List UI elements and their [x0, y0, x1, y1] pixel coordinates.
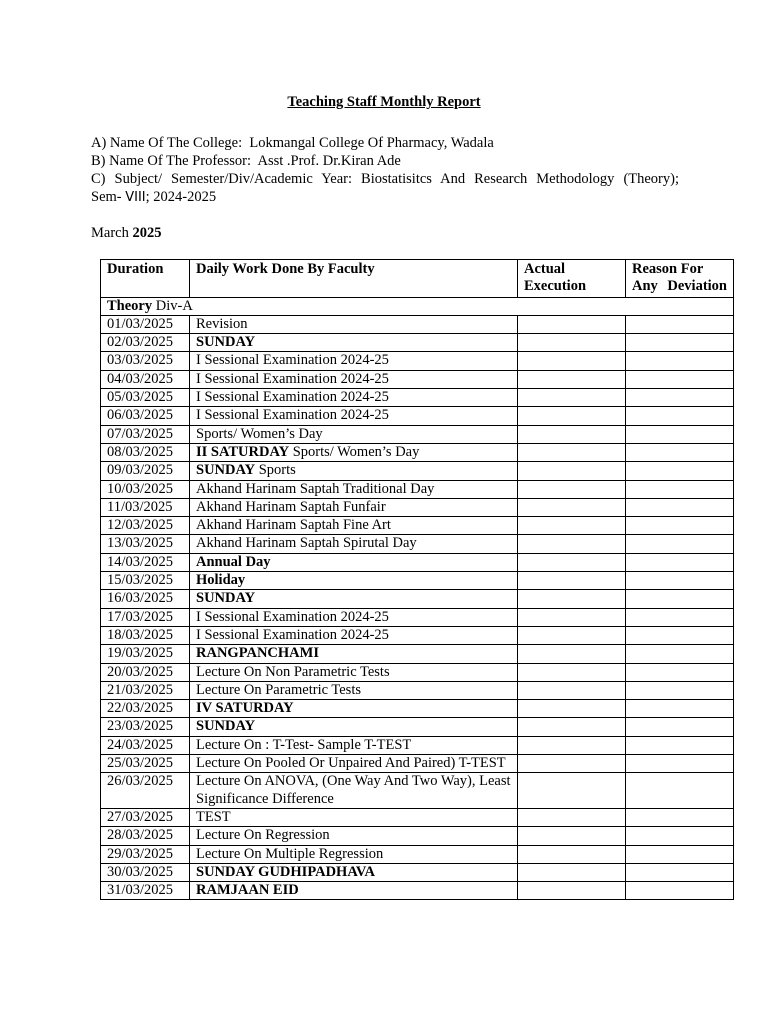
- row-work-text: Sports: [255, 462, 296, 479]
- table-row: [101, 389, 734, 407]
- row-work: [190, 663, 518, 681]
- table-row: [101, 443, 734, 461]
- row-date: 11/03/2025: [101, 498, 190, 516]
- row-date: 31/03/2025: [101, 882, 190, 900]
- header-reason: [626, 260, 734, 298]
- header-work: Daily Work Done By Faculty: [190, 260, 518, 298]
- row-execution: [518, 535, 626, 553]
- row-execution: [518, 498, 626, 516]
- row-work: [190, 498, 518, 516]
- row-execution: [518, 718, 626, 736]
- table-row: [101, 315, 734, 333]
- row-reason: [626, 808, 734, 826]
- row-work-text: Lecture On Pooled Or Unpaired And Paired) T-TEST: [196, 755, 506, 772]
- row-work-text: Akhand Harinam Saptah Traditional Day: [196, 480, 435, 497]
- row-work-text: Lecture On ANOVA, (One Way And Two Way), Least Significance Difference: [196, 773, 511, 807]
- row-execution: [518, 389, 626, 407]
- table-row: [101, 663, 734, 681]
- row-work-text: Akhand Harinam Saptah Fine Art: [196, 517, 391, 534]
- work-table: [100, 259, 734, 900]
- table-row: [101, 572, 734, 590]
- table-row: [101, 882, 734, 900]
- row-reason: [626, 736, 734, 754]
- row-execution: [518, 608, 626, 626]
- row-work: [190, 626, 518, 644]
- row-work: [190, 808, 518, 826]
- college-label: A) Name Of The College:: [91, 135, 243, 151]
- row-work: [190, 425, 518, 443]
- row-execution: [518, 590, 626, 608]
- row-work: [190, 370, 518, 388]
- row-date: 29/03/2025: [101, 845, 190, 863]
- row-date: 12/03/2025: [101, 517, 190, 535]
- row-execution: [518, 462, 626, 480]
- row-reason: [626, 608, 734, 626]
- row-execution: [518, 352, 626, 370]
- row-work-text: Sports/ Women’s Day: [196, 425, 323, 442]
- row-execution: [518, 681, 626, 699]
- row-reason: [626, 425, 734, 443]
- row-date: 22/03/2025: [101, 700, 190, 718]
- row-work: [190, 480, 518, 498]
- row-reason: [626, 863, 734, 881]
- row-work: [190, 827, 518, 845]
- row-reason: [626, 845, 734, 863]
- row-work-text: I Sessional Examination 2024-25: [196, 608, 389, 625]
- table-row: [101, 808, 734, 826]
- row-work-text: Lecture On : T-Test- Sample T-TEST: [196, 736, 412, 753]
- row-date: 01/03/2025: [101, 315, 190, 333]
- row-work-text: Lecture On Multiple Regression: [196, 845, 384, 862]
- row-reason: [626, 626, 734, 644]
- row-work-text: Lecture On Non Parametric Tests: [196, 663, 390, 680]
- row-date: 05/03/2025: [101, 389, 190, 407]
- row-date: 07/03/2025: [101, 425, 190, 443]
- row-work: [190, 863, 518, 881]
- row-date: 25/03/2025: [101, 755, 190, 773]
- row-execution: [518, 315, 626, 333]
- row-date: 19/03/2025: [101, 645, 190, 663]
- section-bold: Theory: [107, 297, 153, 314]
- row-work-text: Lecture On Parametric Tests: [196, 681, 362, 698]
- row-work: [190, 462, 518, 480]
- table-row: [101, 462, 734, 480]
- row-date: 16/03/2025: [101, 590, 190, 608]
- row-reason: [626, 315, 734, 333]
- row-reason: [626, 882, 734, 900]
- row-reason: [626, 700, 734, 718]
- row-work-text: I Sessional Examination 2024-25: [196, 389, 389, 406]
- row-work: [190, 553, 518, 571]
- professor-line: [91, 152, 679, 170]
- row-date: 23/03/2025: [101, 718, 190, 736]
- row-reason: [626, 498, 734, 516]
- row-work-bold: IV SATURDAY: [196, 700, 294, 717]
- row-work: [190, 407, 518, 425]
- row-work-bold: SUNDAY: [196, 590, 256, 607]
- row-work: [190, 315, 518, 333]
- table-row: [101, 517, 734, 535]
- row-work: [190, 645, 518, 663]
- table-row: [101, 755, 734, 773]
- row-reason: [626, 572, 734, 590]
- row-work-bold: RANGPANCHAMI: [196, 645, 319, 662]
- row-reason: [626, 334, 734, 352]
- row-work-text: I Sessional Examination 2024-25: [196, 370, 389, 387]
- row-execution: [518, 425, 626, 443]
- row-reason: [626, 389, 734, 407]
- row-work-bold: RAMJAAN EID: [196, 882, 299, 899]
- row-date: 24/03/2025: [101, 736, 190, 754]
- row-date: 13/03/2025: [101, 535, 190, 553]
- subject-line: C) Subject/ Semester/Div/Academic Year: Biostatisitcs And Research Methodology (Theory);: [91, 171, 679, 187]
- row-date: 20/03/2025: [101, 663, 190, 681]
- college-line: [91, 134, 679, 152]
- row-reason: [626, 553, 734, 571]
- row-work: [190, 443, 518, 461]
- table-row: [101, 863, 734, 881]
- row-work: [190, 535, 518, 553]
- row-execution: [518, 645, 626, 663]
- row-work-bold: Annual Day: [196, 553, 271, 570]
- row-date: 06/03/2025: [101, 407, 190, 425]
- section-division: Div-A: [152, 297, 193, 314]
- row-execution: [518, 626, 626, 644]
- row-work: [190, 334, 518, 352]
- professor-name: Asst .Prof. Dr.Kiran Ade: [257, 153, 401, 169]
- row-execution: [518, 863, 626, 881]
- row-date: 03/03/2025: [101, 352, 190, 370]
- table-row: [101, 718, 734, 736]
- row-work: [190, 736, 518, 754]
- table-row: [101, 407, 734, 425]
- report-month: [91, 225, 161, 242]
- table-row: [101, 645, 734, 663]
- table-row: [101, 700, 734, 718]
- header-reason-deviation: Any Deviation: [632, 278, 727, 295]
- row-reason: [626, 755, 734, 773]
- table-row: [101, 370, 734, 388]
- row-execution: [518, 827, 626, 845]
- row-reason: [626, 645, 734, 663]
- row-reason: [626, 535, 734, 553]
- row-date: 02/03/2025: [101, 334, 190, 352]
- table-row: [101, 352, 734, 370]
- row-date: 30/03/2025: [101, 863, 190, 881]
- row-work-bold: Holiday: [196, 572, 246, 589]
- row-work-bold: SUNDAY: [196, 718, 256, 735]
- row-execution: [518, 443, 626, 461]
- table-row: [101, 590, 734, 608]
- row-work: [190, 773, 518, 809]
- row-execution: [518, 736, 626, 754]
- row-execution: [518, 663, 626, 681]
- row-reason: [626, 443, 734, 461]
- professor-label: B) Name Of The Professor:: [91, 153, 252, 169]
- semester-prefix: Sem-: [91, 189, 122, 205]
- header-reason-for: For: [680, 261, 704, 277]
- row-work-bold: SUNDAY: [196, 334, 256, 351]
- table-row: [101, 498, 734, 516]
- row-execution: [518, 517, 626, 535]
- table-row: [101, 681, 734, 699]
- table-row: [101, 425, 734, 443]
- row-execution: [518, 755, 626, 773]
- row-reason: [626, 462, 734, 480]
- row-work-text: Akhand Harinam Saptah Funfair: [196, 498, 386, 515]
- row-date: 28/03/2025: [101, 827, 190, 845]
- table-row: [101, 736, 734, 754]
- row-execution: [518, 700, 626, 718]
- month-name: March: [91, 225, 129, 241]
- row-date: 26/03/2025: [101, 773, 190, 809]
- table-row: [101, 773, 734, 809]
- row-reason: [626, 407, 734, 425]
- row-work-bold: SUNDAY GUDHIPADHAVA: [196, 863, 375, 880]
- row-work-text: Lecture On Regression: [196, 827, 330, 844]
- row-work: [190, 681, 518, 699]
- row-work: [190, 352, 518, 370]
- row-date: 21/03/2025: [101, 681, 190, 699]
- row-execution: [518, 882, 626, 900]
- row-date: 10/03/2025: [101, 480, 190, 498]
- row-reason: [626, 718, 734, 736]
- row-date: 09/03/2025: [101, 462, 190, 480]
- row-execution: [518, 773, 626, 809]
- row-work: [190, 700, 518, 718]
- header-reason-word: Reason: [632, 261, 678, 277]
- table-row: [101, 480, 734, 498]
- table-row: [101, 608, 734, 626]
- row-execution: [518, 407, 626, 425]
- table-row: [101, 553, 734, 571]
- row-work: [190, 845, 518, 863]
- row-work-text: Akhand Harinam Saptah Spirutal Day: [196, 535, 417, 552]
- row-reason: [626, 517, 734, 535]
- college-name: Lokmangal College Of Pharmacy, Wadala: [249, 135, 494, 151]
- row-execution: [518, 334, 626, 352]
- row-work-text: I Sessional Examination 2024-25: [196, 626, 389, 643]
- row-reason: [626, 663, 734, 681]
- row-work: [190, 572, 518, 590]
- row-date: 18/03/2025: [101, 626, 190, 644]
- semester-line: [91, 188, 679, 207]
- semester-value: VIII: [125, 190, 146, 205]
- row-execution: [518, 370, 626, 388]
- row-date: 27/03/2025: [101, 808, 190, 826]
- table-row: [101, 827, 734, 845]
- row-execution: [518, 808, 626, 826]
- row-date: 14/03/2025: [101, 553, 190, 571]
- row-execution: [518, 845, 626, 863]
- table-row: [101, 535, 734, 553]
- row-reason: [626, 480, 734, 498]
- row-reason: [626, 773, 734, 809]
- row-date: 15/03/2025: [101, 572, 190, 590]
- row-work: [190, 718, 518, 736]
- table-row: [101, 626, 734, 644]
- header-execution: Actual Execution: [518, 260, 626, 298]
- month-year: 2025: [132, 225, 162, 241]
- row-work: [190, 590, 518, 608]
- row-work: [190, 389, 518, 407]
- row-execution: [518, 553, 626, 571]
- table-header-row: [101, 260, 734, 298]
- row-work-text: I Sessional Examination 2024-25: [196, 352, 389, 369]
- row-date: 08/03/2025: [101, 443, 190, 461]
- row-execution: [518, 480, 626, 498]
- row-work: [190, 882, 518, 900]
- row-date: 04/03/2025: [101, 370, 190, 388]
- table-row: [101, 845, 734, 863]
- row-work: [190, 608, 518, 626]
- report-title: Teaching Staff Monthly Report: [287, 94, 481, 110]
- section-row: [101, 297, 734, 315]
- row-reason: [626, 681, 734, 699]
- row-work: [190, 517, 518, 535]
- row-work-bold: SUNDAY: [196, 462, 256, 479]
- section-title: [101, 297, 734, 315]
- row-work-text: Sports/ Women’s Day: [289, 443, 420, 460]
- row-reason: [626, 370, 734, 388]
- row-work-text: TEST: [196, 808, 231, 825]
- row-reason: [626, 352, 734, 370]
- row-reason: [626, 590, 734, 608]
- row-execution: [518, 572, 626, 590]
- row-work-text: Revision: [196, 315, 248, 332]
- row-work: [190, 755, 518, 773]
- table-row: [101, 334, 734, 352]
- row-work-bold: II SATURDAY: [196, 443, 290, 460]
- row-reason: [626, 827, 734, 845]
- header-duration: Duration: [101, 260, 190, 298]
- row-work-text: I Sessional Examination 2024-25: [196, 407, 389, 424]
- academic-year: ; 2024-2025: [145, 189, 217, 205]
- row-date: 17/03/2025: [101, 608, 190, 626]
